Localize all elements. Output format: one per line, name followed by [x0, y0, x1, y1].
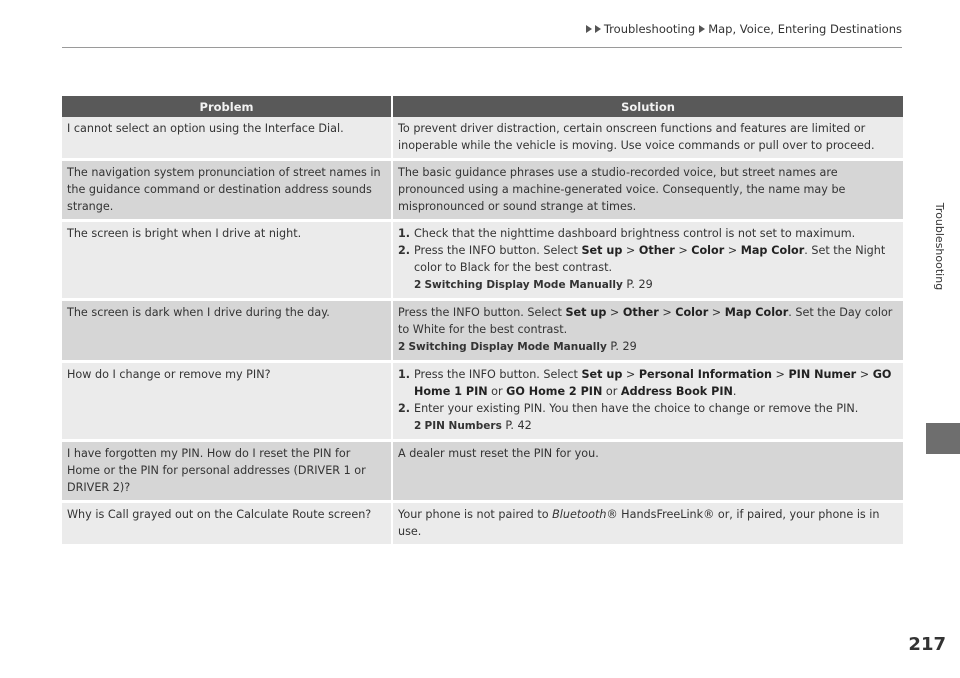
- menu-separator: >: [771, 368, 789, 381]
- text-fragment: ® HandsFreeLink® or, if paired, your phone is in use.: [398, 508, 880, 538]
- menu-separator: >: [622, 244, 639, 257]
- table-row: [62, 221, 903, 300]
- text-fragment: or: [487, 385, 507, 398]
- cross-reference-link[interactable]: [414, 276, 897, 294]
- solution-step: [398, 242, 897, 276]
- solution-cell: [392, 362, 903, 441]
- bluetooth-term: Bluetooth: [552, 508, 607, 521]
- menu-go-home-1-pin: GO Home 1 PIN: [414, 368, 892, 398]
- table-row: [62, 441, 903, 502]
- page-number: 217: [908, 634, 946, 655]
- troubleshooting-table: [62, 96, 903, 547]
- cross-reference-link[interactable]: [414, 417, 897, 435]
- menu-go-home-2-pin: GO Home 2 PIN: [506, 385, 603, 398]
- breadcrumb-arrow-icon: [595, 25, 601, 33]
- step-number: 2.: [398, 244, 411, 257]
- menu-separator: >: [658, 306, 676, 319]
- step-number: 2.: [398, 402, 411, 415]
- problem-cell: How do I change or remove my PIN?: [62, 362, 392, 441]
- table-row: [62, 160, 903, 221]
- solution-cell: The basic guidance phrases use a studio-recorded voice, but street names are pronounced using a machine-generated voice. Consequently, the name may be mispronounced or sound strange at times.: [392, 160, 903, 221]
- text-fragment: Press the INFO button. Select: [398, 306, 566, 319]
- column-header-solution: Solution: [392, 96, 903, 117]
- table-row: [62, 502, 903, 546]
- menu-separator: >: [674, 244, 692, 257]
- problem-cell: Why is Call grayed out on the Calculate Route screen?: [62, 502, 392, 546]
- breadcrumb-item-troubleshooting[interactable]: Troubleshooting: [603, 22, 696, 36]
- problem-cell: The navigation system pronunciation of street names in the guidance command or destination address sounds strange.: [62, 160, 392, 221]
- menu-personal-information: Personal Information: [638, 368, 772, 381]
- side-section-tab[interactable]: [926, 423, 960, 454]
- menu-map-color: Map Color: [740, 244, 805, 257]
- solution-step: [398, 366, 897, 400]
- step-text: Enter your existing PIN. You then have the choice to change or remove the PIN.: [414, 402, 859, 415]
- cross-reference-icon: 2: [414, 279, 422, 291]
- text-fragment: Press the INFO button. Select: [414, 368, 582, 381]
- solution-step: [398, 225, 897, 242]
- menu-set-up: Set up: [565, 306, 607, 319]
- solution-cell: To prevent driver distraction, certain onscreen functions and features are limited or inoperable while the vehicle is moving. Use voice commands or pull over to proceed.: [392, 117, 903, 160]
- step-number: 1.: [398, 368, 411, 381]
- text-fragment: Your phone is not paired to: [398, 508, 553, 521]
- menu-separator: >: [724, 244, 741, 257]
- problem-cell: I cannot select an option using the Interface Dial.: [62, 117, 392, 160]
- menu-color: Color: [675, 306, 709, 319]
- problem-cell: The screen is dark when I drive during the day.: [62, 300, 392, 362]
- column-header-problem: Problem: [62, 96, 392, 117]
- problem-cell: I have forgotten my PIN. How do I reset the PIN for Home or the PIN for personal addresses (DRIVER 1 or DRIVER 2)?: [62, 441, 392, 502]
- breadcrumb-arrow-icon: [699, 25, 705, 33]
- cross-reference-title: Switching Display Mode Manually: [408, 341, 607, 353]
- text-fragment: . Set the Night color to Black for the best contrast.: [414, 244, 886, 274]
- cross-reference-icon: 2: [414, 420, 422, 432]
- text-fragment: .: [732, 385, 737, 398]
- text-fragment: . Set the Day color to White for the best contrast.: [398, 306, 893, 336]
- step-text: [414, 366, 897, 400]
- cross-reference-page: P. 29: [622, 278, 653, 291]
- cross-reference-title: PIN Numbers: [424, 420, 502, 432]
- cross-reference-title: Switching Display Mode Manually: [424, 279, 623, 291]
- breadcrumb: [586, 22, 902, 36]
- table-row: [62, 300, 903, 362]
- menu-separator: >: [606, 306, 623, 319]
- cross-reference-link[interactable]: [398, 338, 897, 356]
- text-fragment: Press the INFO button. Select: [414, 244, 582, 257]
- table-row: [62, 362, 903, 441]
- side-section-label: [930, 196, 950, 296]
- cross-reference-page: P. 42: [501, 419, 532, 432]
- solution-text: [398, 304, 897, 338]
- solution-step: [398, 400, 897, 417]
- cross-reference-icon: 2: [398, 341, 406, 353]
- side-section-label-text: Troubleshooting: [933, 202, 947, 290]
- breadcrumb-item-current: Map, Voice, Entering Destinations: [708, 22, 902, 36]
- menu-other: Other: [638, 244, 675, 257]
- cross-reference-page: P. 29: [606, 340, 637, 353]
- menu-separator: >: [708, 306, 725, 319]
- menu-set-up: Set up: [581, 244, 623, 257]
- problem-cell: The screen is bright when I drive at night.: [62, 221, 392, 300]
- menu-separator: >: [622, 368, 639, 381]
- step-text: Check that the nighttime dashboard brightness control is not set to maximum.: [414, 227, 856, 240]
- solution-cell: A dealer must reset the PIN for you.: [392, 441, 903, 502]
- breadcrumb-arrow-icon: [586, 25, 592, 33]
- solution-cell: [392, 300, 903, 362]
- header-divider: [62, 47, 902, 48]
- table-row: [62, 117, 903, 160]
- menu-address-book-pin: Address Book PIN: [620, 385, 733, 398]
- solution-cell: [392, 502, 903, 546]
- menu-pin-numer: PIN Numer: [788, 368, 857, 381]
- table-header-row: [62, 96, 903, 117]
- menu-map-color: Map Color: [724, 306, 789, 319]
- step-number: 1.: [398, 227, 411, 240]
- step-text: [414, 242, 897, 276]
- menu-set-up: Set up: [581, 368, 623, 381]
- text-fragment: or: [602, 385, 621, 398]
- menu-separator: >: [856, 368, 873, 381]
- menu-other: Other: [622, 306, 659, 319]
- menu-color: Color: [691, 244, 725, 257]
- solution-cell: [392, 221, 903, 300]
